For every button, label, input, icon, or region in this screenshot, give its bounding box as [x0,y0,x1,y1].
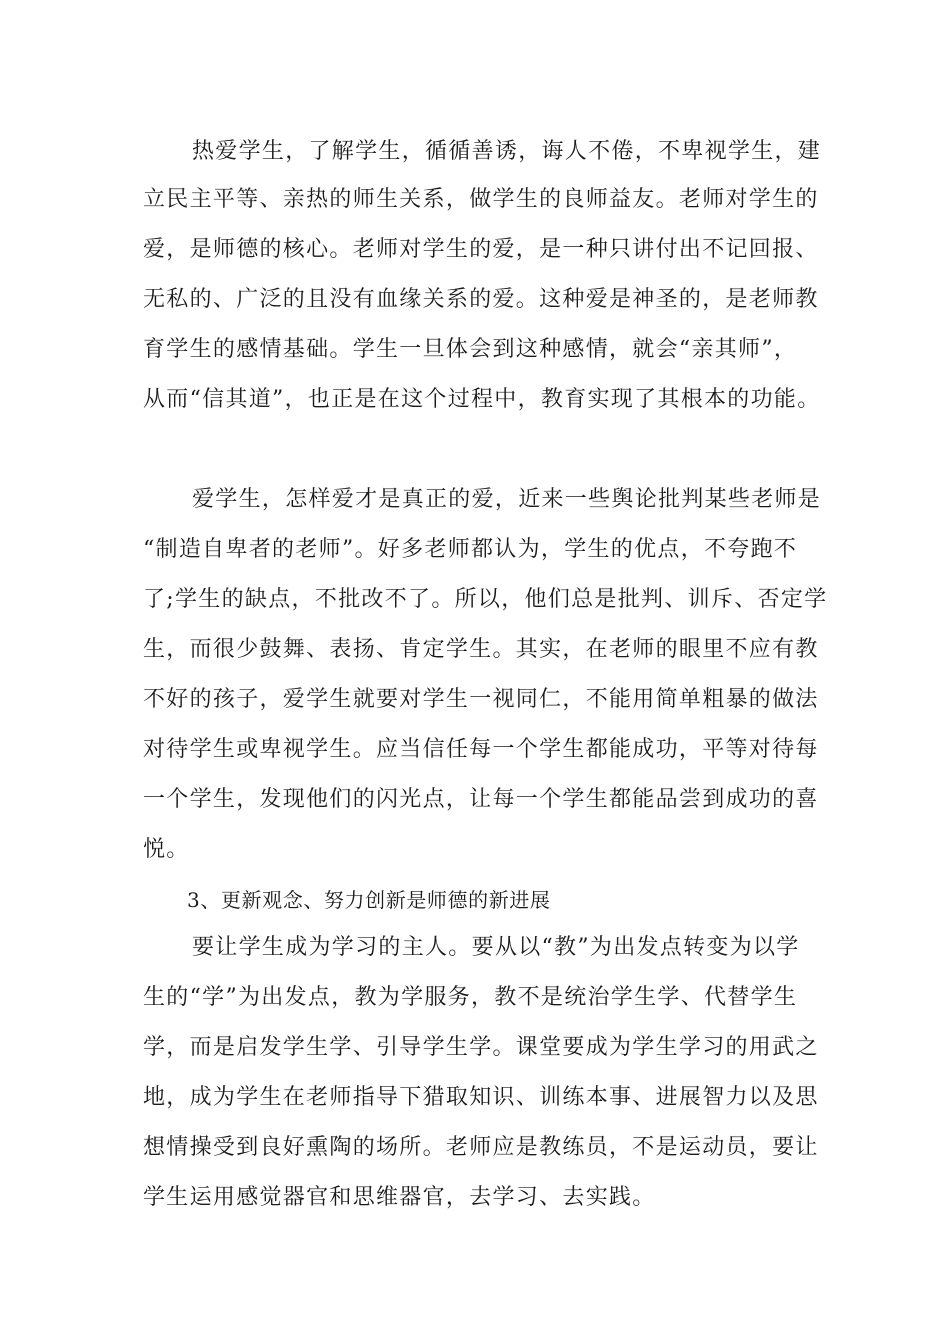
paragraph-line: 想情操受到良好熏陶的场所。老师应是教练员，不是运动员，要让 [143,1135,819,1160]
paragraph-line: 热爱学生，了解学生，循循善诱，诲人不倦，不卑视学生，建 [192,139,822,164]
paragraph-line: 要让学生成为学习的主人。要从以“教”为出发点转变为以学 [192,935,800,960]
paragraph-line: 不好的孩子，爱学生就要对学生一视同仁，不能用简单粗暴的做法 [143,687,819,712]
paragraph-line: 无私的、广泛的且没有血缘关系的爱。这种爱是神圣的，是老师教 [143,287,819,312]
paragraph-line: 生的“学”为出发点，教为学服务，教不是统治学生学、代替学生 [143,985,798,1010]
paragraph-line: 立民主平等、亲热的师生关系，做学生的良师益友。老师对学生的 [143,187,819,212]
paragraph-line: 学生运用感觉器官和思维器官，去学习、去实践。 [143,1185,656,1210]
paragraph-line: 从而“信其道”，也正是在这个过程中，教育实现了其根本的功能。 [143,387,821,412]
paragraph-line: 学，而是启发学生学、引导学生学。课堂要成为学生学习的用武之 [143,1035,819,1060]
paragraph-line: 生，而很少鼓舞、表扬、肯定学生。其实，在老师的眼里不应有教 [143,637,819,662]
section-heading: 3、更新观念、努力创新是师德的新进展 [187,888,551,912]
paragraph-line: 悦。 [143,837,190,862]
paragraph-line: 了;学生的缺点，不批改不了。所以，他们总是批判、训斥、否定学 [143,587,828,612]
paragraph-line: 对待学生或卑视学生。应当信任每一个学生都能成功，平等对待每 [143,737,819,762]
paragraph-line: 爱，是师德的核心。老师对学生的爱，是一种只讲付出不记回报、 [143,237,819,262]
paragraph-line: 育学生的感情基础。学生一旦体会到这种感情，就会“亲其师”， [143,337,798,362]
paragraph-line: 地，成为学生在老师指导下猎取知识、训练本事、进展智力以及思 [143,1085,819,1110]
paragraph-line: 一个学生，发现他们的闪光点，让每一个学生都能品尝到成功的喜 [143,787,819,812]
paragraph-line: “制造自卑者的老师”。好多老师都认为，学生的优点，不夸跑不 [143,537,798,562]
paragraph-line: 爱学生，怎样爱才是真正的爱，近来一些舆论批判某些老师是 [192,487,822,512]
